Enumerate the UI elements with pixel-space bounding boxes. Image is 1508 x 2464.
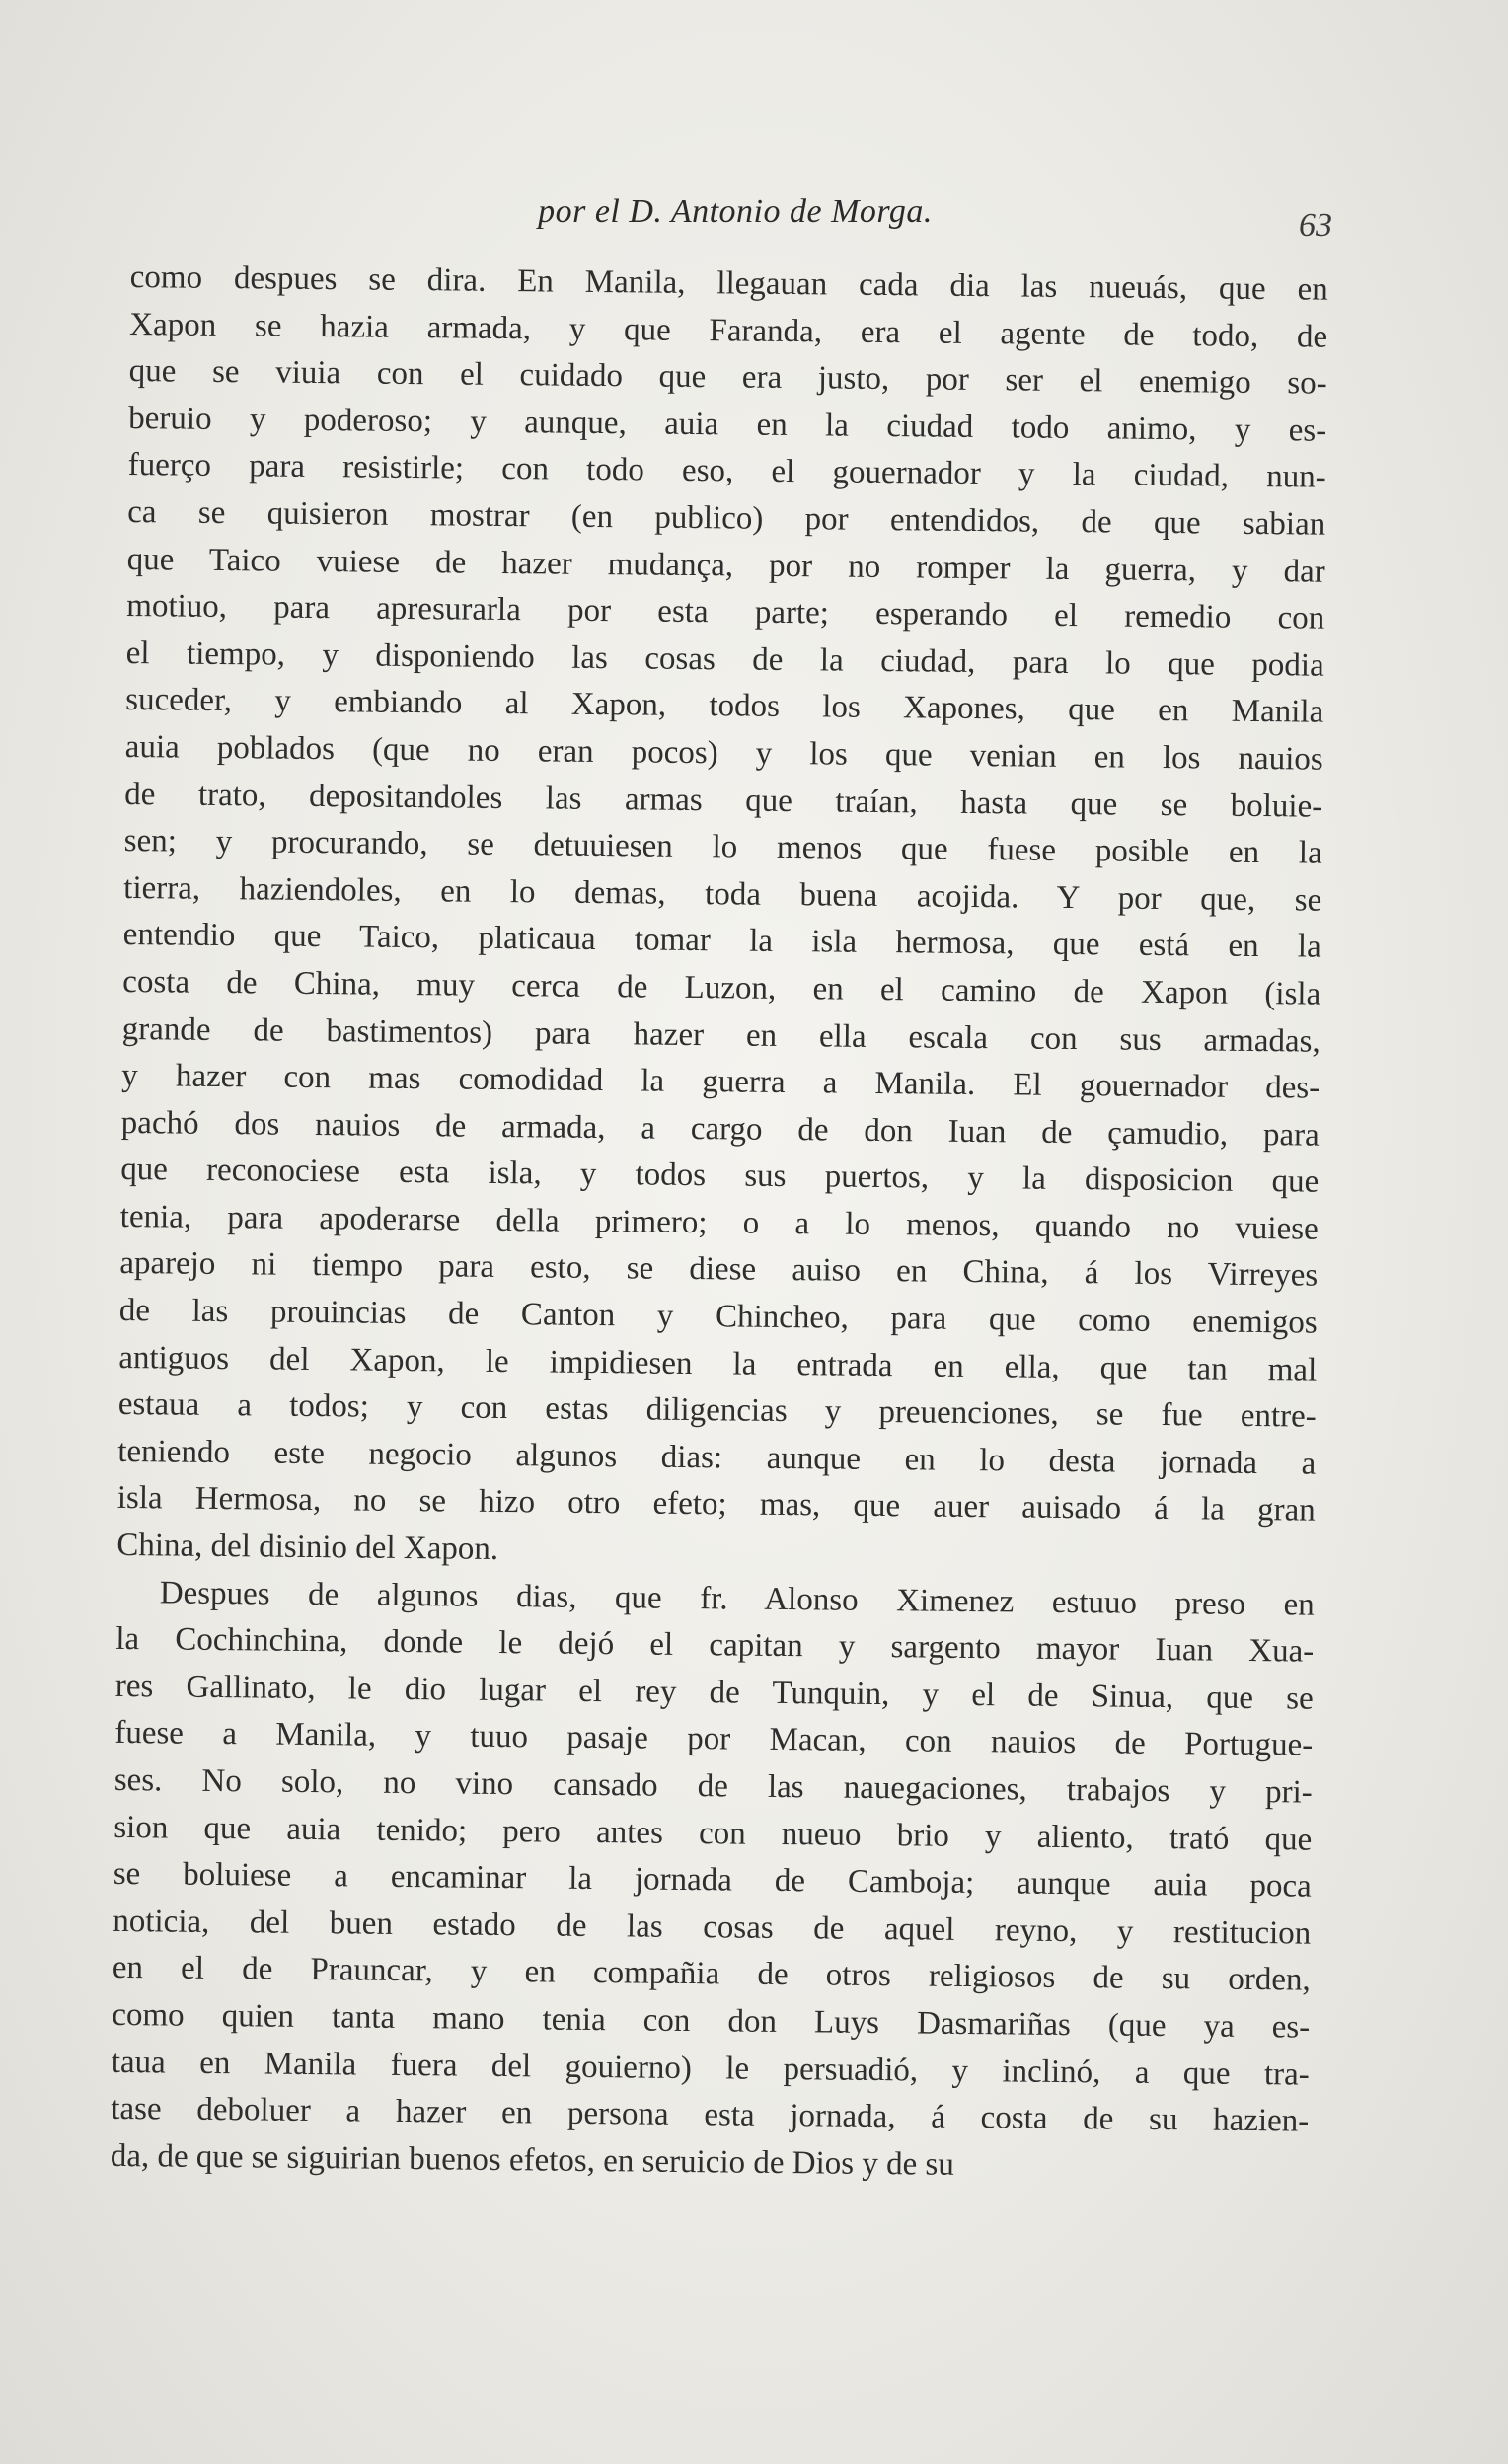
text-line: en el de Prauncar, y en compañia de otros religiosos de su orden, [112,1950,1311,1998]
text-line: como quien tanta mano tenia con don Luys Dasmariñas (que ya es- [112,1996,1311,2046]
text-line: auia poblados (que no eran pocos) y los que venian en los nauios [124,728,1323,778]
text-line: antiguos del Xapon, le impidiesen la entrada en ella, que tan mal [118,1339,1318,1388]
text-line: ses. No solo, no vino cansado de las nauegaciones, trabajos y pri- [113,1761,1313,1811]
text-line: que reconociese esta isla, y todos sus puertos, y la disposicion que [120,1152,1320,1200]
body-text [111,255,1328,2193]
text-line: beruio y poderoso; y aunque, auia en la ciudad todo animo, y es- [128,400,1327,449]
text-line: se boluiese a encaminar la jornada de Camboja; aunque auia poca [113,1856,1312,1904]
running-title: por el D. Antonio de Morga. [538,193,933,230]
text-line: de las prouincias de Canton y Chincheo, para que como enemigos [118,1293,1318,1341]
text-line: Despues de algunos dias, que fr. Alonso Ximenez estuuo preso en [159,1575,1315,1623]
text-line: fuese a Manila, y tuuo pasaje por Macan, con nauios de Portugue- [114,1715,1314,1764]
text-line: de trato, depositandoles las armas que traían, hasta que se boluie- [124,776,1323,825]
text-line: que Taico vuiese de hazer mudança, por no romper la guerra, y dar [126,541,1325,590]
paragraph [116,255,1328,1582]
text-line: tierra, haziendoles, en lo demas, toda buena acojida. Y por que, se [123,869,1322,919]
text-line: motiuo, para apresurarla por esta parte; esperando el remedio con [126,588,1325,636]
text-line: taua en Manila fuera del gouierno) le persuadió, y inclinó, a que tra- [111,2044,1310,2093]
text-line: costa de China, muy cerca de Luzon, en el camino de Xapon (isla [122,963,1321,1012]
paragraph [111,1570,1315,2193]
page-number: 63 [1299,207,1332,244]
text-line: grande de bastimentos) para hazer en ella escala con sus armadas, [121,1010,1320,1060]
text-line: fuerço para resistirle; con todo eso, el gouernador y la ciudad, nun- [127,447,1326,496]
text-line: sion que auia tenido; pero antes con nueuo brio y aliento, trató que [113,1809,1313,1858]
text-line: que se viuia con el cuidado que era justo, por ser el enemigo so- [128,353,1327,402]
text-line: estaua a todos; y con estas diligencias y preuenciones, se fue entre- [117,1386,1317,1435]
text-line: entendio que Taico, platicaua tomar la isla hermosa, que está en la [122,917,1321,965]
text-line: Xapon se hazia armada, y que Faranda, era el agente de todo, de [129,306,1328,355]
text-line: aparejo ni tiempo para esto, se diese auiso en China, á los Virreyes [119,1245,1319,1295]
text-line: da, de que se siguirian buenos efetos, en seruicio de Dios y de su [110,2137,955,2183]
text-line: res Gallinato, le dio lugar el rey de Tunquin, y el de Sinua, que se [114,1668,1314,1717]
text-line: y hazer con mas comodidad la guerra a Manila. El gouernador des- [121,1058,1320,1106]
text-line: pachó dos nauios de armada, a cargo de don Iuan de çamudio, para [120,1104,1320,1154]
text-line: como despues se dira. En Manila, llegauan cada dia las nueuás, que en [129,259,1328,308]
text-line: teniendo este negocio algunos dias: aunque en lo desta jornada a [117,1433,1317,1482]
text-line: suceder, y embiando al Xapon, todos los Xapones, que en Manila [125,682,1324,731]
text-line: tase deboluer a hazer en persona esta jornada, á costa de su hazien- [111,2091,1310,2139]
text-line: ca se quisieron mostrar (en publico) por entendidos, de que sabian [127,493,1326,543]
page-header [138,193,1332,243]
text-line: China, del disinio del Xapon. [116,1527,499,1568]
text-line: isla Hermosa, no se hizo otro efeto; mas, que auer auisado á la gran [116,1480,1316,1530]
text-line: tenia, para apoderarse della primero; o a lo menos, quando no vuiese [119,1198,1319,1247]
text-line: el tiempo, y disponiendo las cosas de la ciudad, para lo que podia [125,635,1324,684]
text-line: la Cochinchina, donde le dejó el capitan y sargento mayor Iuan Xua- [115,1621,1315,1670]
text-line: noticia, del buen estado de las cosas de aquel reyno, y restitucion [113,1903,1312,1952]
text-line: sen; y procurando, se detuuiesen lo menos que fuese posible en la [123,823,1322,871]
